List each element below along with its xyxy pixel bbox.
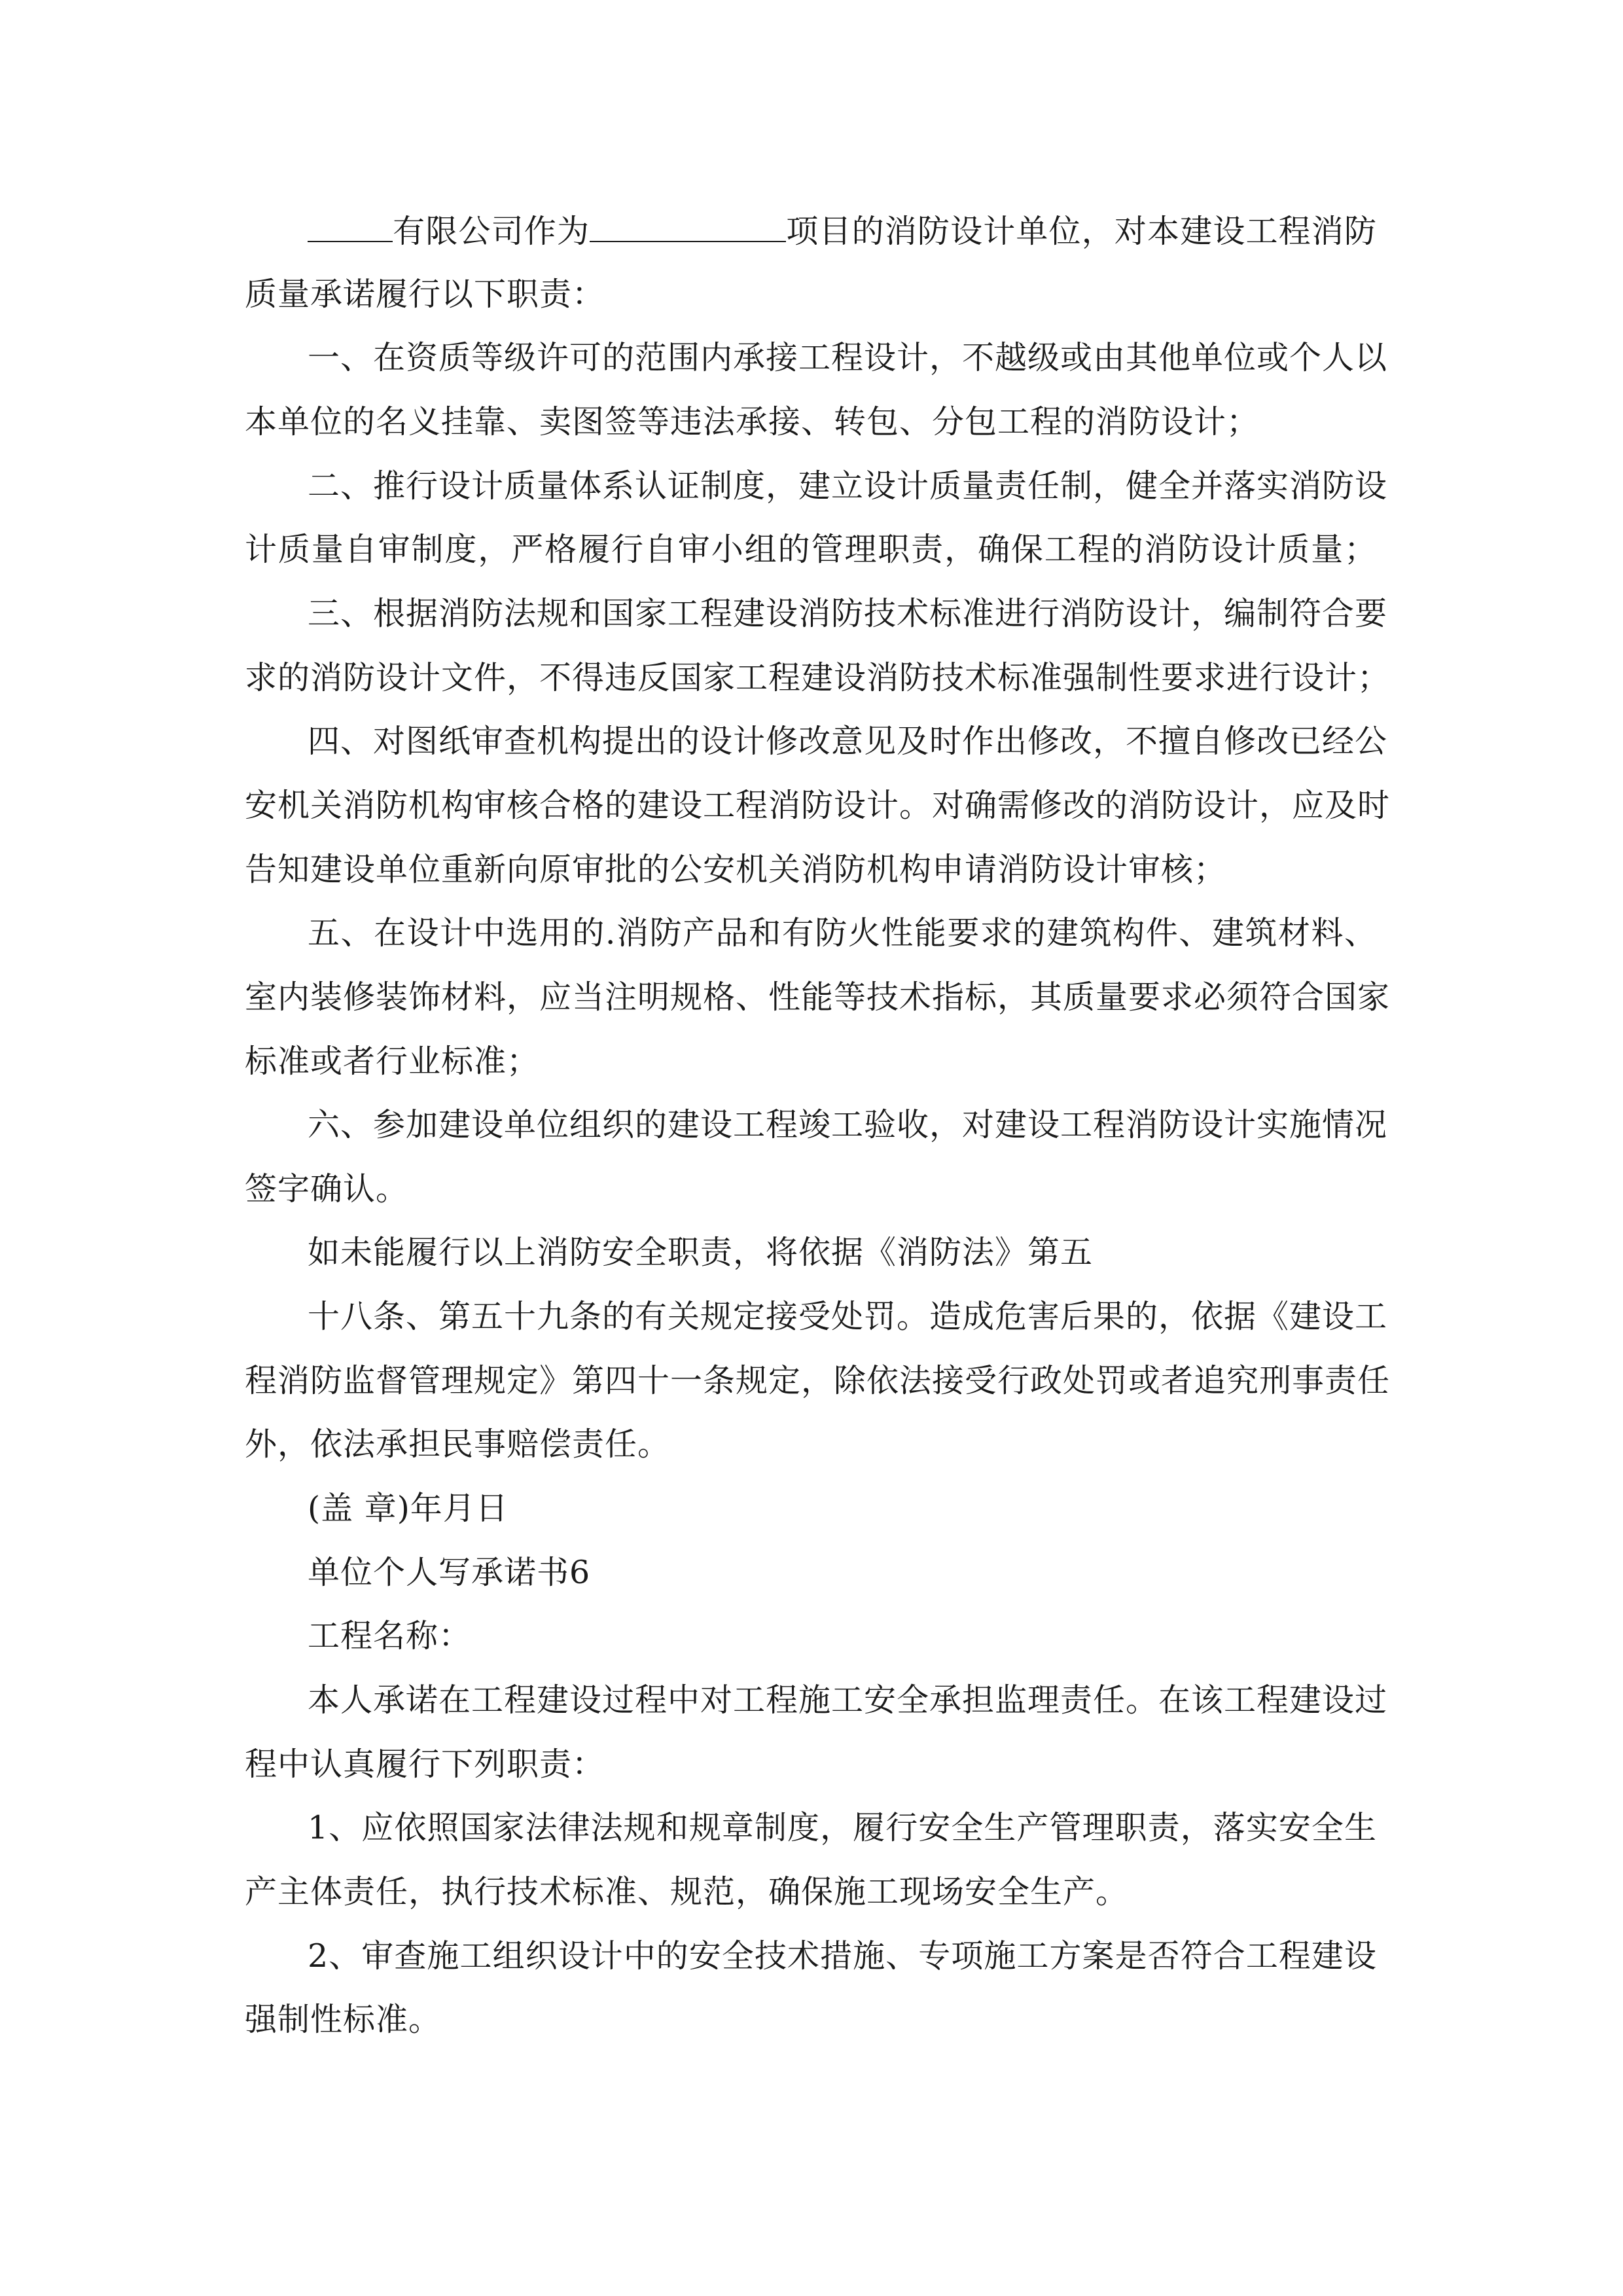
intro-text-part-2: 项目的消防设计单位，对本建设工程消防 <box>786 213 1377 250</box>
project-name-blank <box>590 211 786 242</box>
duty-1-line-2: 产主体责任，执行技术标准、规范，确保施工现场安全生产。 <box>245 1873 1129 1910</box>
project-name-label: 工程名称： <box>308 1617 472 1655</box>
item-5-line-3: 标准或者行业标准； <box>245 1043 540 1080</box>
company-name-blank <box>308 211 393 242</box>
intro-line-2: 质量承诺履行以下职责： <box>245 276 605 313</box>
duty-1-line-1: 1、应依照国家法律法规和规章制度，履行安全生产管理职责，落实安全生 <box>308 1809 1377 1846</box>
intro-text-part-1: 有限公司作为 <box>393 213 590 250</box>
item-4-line-3: 告知建设单位重新向原审批的公安机关消防机构申请消防设计审核； <box>245 851 1227 888</box>
intro-line-1 <box>308 211 1377 251</box>
duty-2-line-1: 2、审查施工组织设计中的安全技术措施、专项施工方案是否符合工程建设 <box>308 1937 1377 1975</box>
penalty-line-1: 如未能履行以上消防安全职责，将依据《消防法》第五 <box>308 1234 1094 1271</box>
seal-date-line: (盖 章)年月日 <box>308 1490 508 1527</box>
item-3-line-2: 求的消防设计文件，不得违反国家工程建设消防技术标准强制性要求进行设计； <box>245 659 1391 696</box>
item-2-line-1: 二、推行设计质量体系认证制度，建立设计质量责任制，健全并落实消防设 <box>308 467 1388 505</box>
item-4-line-2: 安机关消防机构审核合格的建设工程消防设计。对确需修改的消防设计，应及时 <box>245 787 1391 824</box>
penalty-line-3: 程消防监督管理规定》第四十一条规定，除依法接受行政处罚或者追究刑事责任 <box>245 1362 1391 1399</box>
item-3-line-1: 三、根据消防法规和国家工程建设消防技术标准进行消防设计，编制符合要 <box>308 595 1388 632</box>
item-2-line-2: 计质量自审制度，严格履行自审小组的管理职责，确保工程的消防设计质量； <box>245 531 1377 568</box>
penalty-line-2: 十八条、第五十九条的有关规定接受处罚。造成危害后果的，依据《建设工 <box>308 1298 1388 1335</box>
item-5-line-2: 室内装修装饰材料，应当注明规格、性能等技术指标，其质量要求必须符合国家 <box>245 978 1391 1016</box>
section-title: 单位个人写承诺书6 <box>308 1554 591 1591</box>
item-4-line-1: 四、对图纸审查机构提出的设计修改意见及时作出修改，不擅自修改已经公 <box>308 723 1388 760</box>
penalty-line-4: 外，依法承担民事赔偿责任。 <box>245 1426 671 1463</box>
item-1-line-2: 本单位的名义挂靠、卖图签等违法承接、转包、分包工程的消防设计； <box>245 403 1260 440</box>
commit-line-1: 本人承诺在工程建设过程中对工程施工安全承担监理责任。在该工程建设过 <box>308 1681 1388 1719</box>
duty-2-line-2: 强制性标准。 <box>245 2001 442 2038</box>
item-1-line-1: 一、在资质等级许可的范围内承接工程设计，不越级或由其他单位或个人以 <box>308 339 1388 376</box>
item-5-line-1: 五、在设计中选用的.消防产品和有防火性能要求的建筑构件、建筑材料、 <box>308 914 1377 952</box>
item-6-line-2: 签字确认。 <box>245 1170 409 1208</box>
commit-line-2: 程中认真履行下列职责： <box>245 1746 605 1783</box>
item-6-line-1: 六、参加建设单位组织的建设工程竣工验收，对建设工程消防设计实施情况 <box>308 1106 1388 1143</box>
